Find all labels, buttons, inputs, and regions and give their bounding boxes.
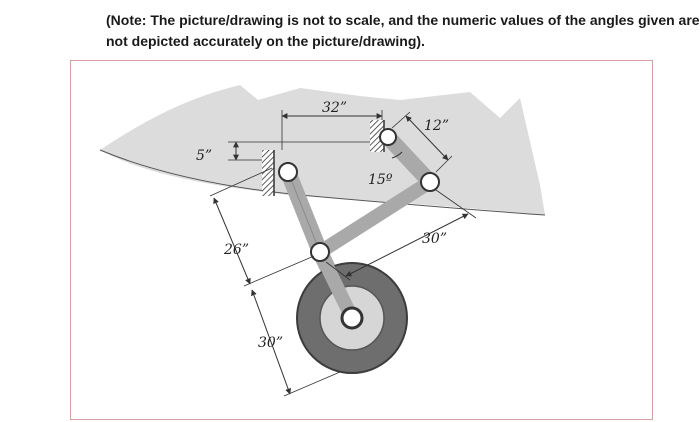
pin-knee xyxy=(311,243,329,261)
dim-brace-label: 30” xyxy=(422,231,447,247)
note-line-1: (Note: The picture/drawing is not to scale, and the numeric values of the angles given are xyxy=(106,12,700,28)
dim-30-label: 30” xyxy=(258,335,283,351)
dim-26-line xyxy=(214,198,250,284)
note-line-2: not depicted accurately on the picture/drawing). xyxy=(106,33,425,49)
dim-26-ext-bottom xyxy=(244,256,314,286)
pin-left-support xyxy=(279,163,297,181)
dim-12-label: 12” xyxy=(424,118,449,134)
dim-26-label: 26” xyxy=(224,242,249,258)
pin-bracket xyxy=(421,173,439,191)
left-wall-support xyxy=(262,150,274,196)
dim-32-label: 32” xyxy=(322,100,347,116)
dim-5-label: 5” xyxy=(196,148,213,164)
dim-30-ext-bottom xyxy=(284,372,340,396)
pin-right-support xyxy=(380,129,396,145)
wheel-axle xyxy=(342,308,362,328)
angle-15-label: 15º xyxy=(368,172,393,188)
